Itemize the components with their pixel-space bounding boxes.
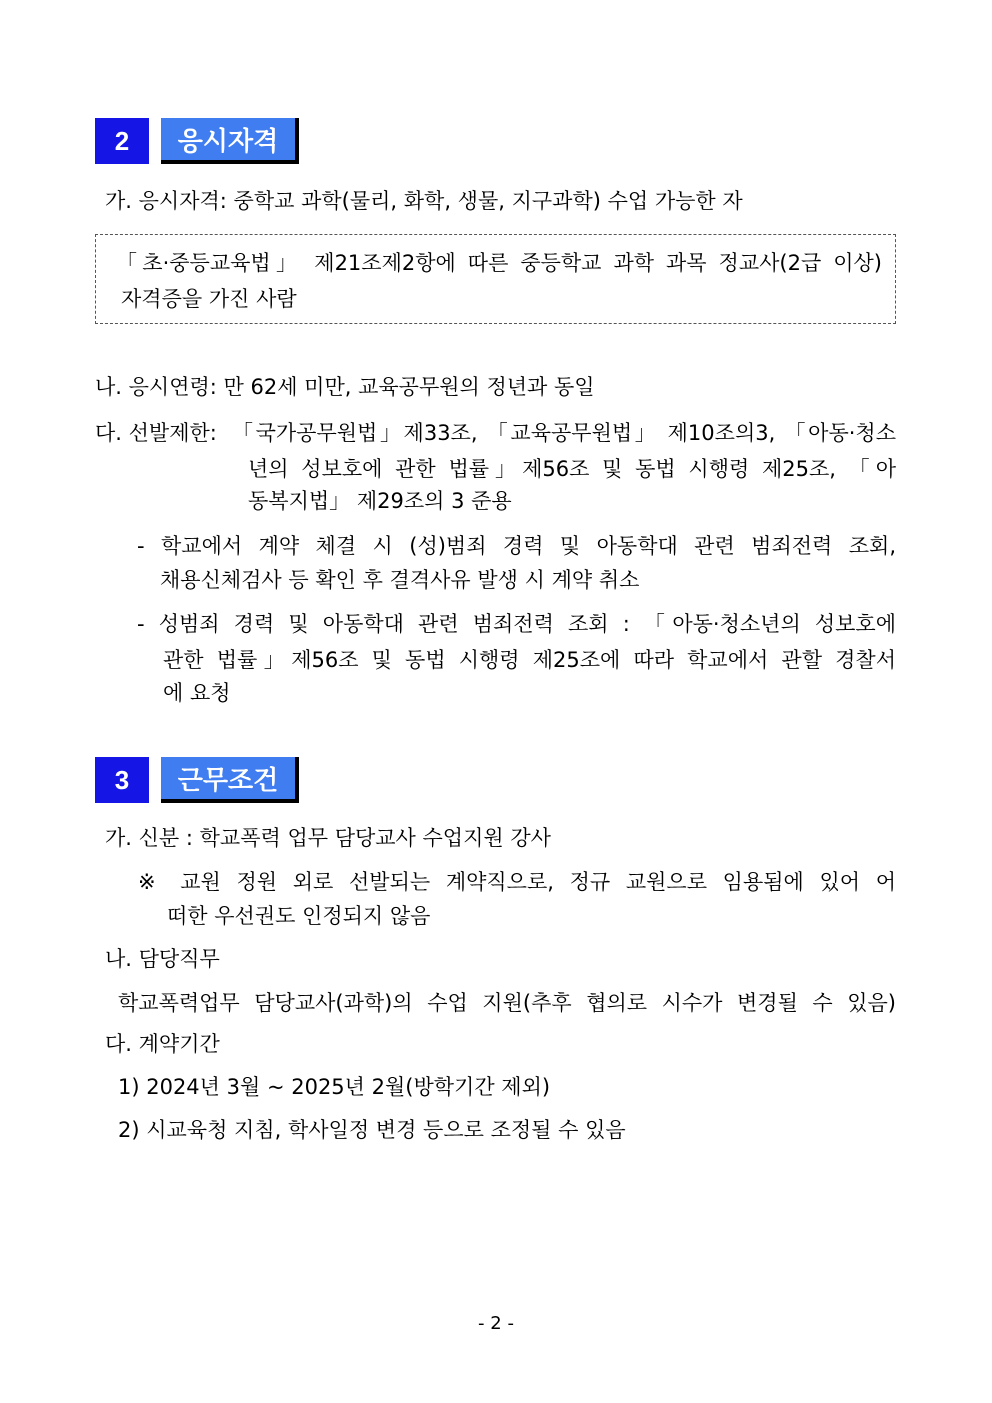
page-number: - 2 -: [478, 1313, 514, 1334]
section-number: 3: [95, 757, 149, 803]
age-item-na: 나. 응시연령: 만 62세 미만, 교육공무원의 정년과 동일: [95, 375, 595, 399]
section-title: 응시자격: [161, 118, 299, 164]
bullet-line: 채용신체검사 등 확인 후 결격사유 발생 시 계약 취소: [160, 568, 640, 592]
note-line: ※ 교원 정원 외로 선발되는 계약직으로, 정규 교원으로 임용됨에 있어 어: [138, 870, 896, 894]
qualification-box-line: 자격증을 가진 사람: [121, 287, 297, 311]
note-line: 떠한 우선권도 인정되지 않음: [167, 904, 431, 928]
qualification-item-ga: 가. 응시자격: 중학교 과학(물리, 화학, 생물, 지구과학) 수업 가능한 자: [105, 189, 743, 213]
period-item-2: 2) 시교육청 지침, 학사일정 변경 등으로 조정될 수 있음: [118, 1118, 626, 1142]
status-item-ga: 가. 신분 : 학교폭력 업무 담당교사 수업지원 강사: [105, 826, 551, 850]
bullet-line: 에 요청: [163, 681, 231, 705]
period-item-da: 다. 계약기간: [105, 1032, 220, 1056]
period-item-1: 1) 2024년 3월 ~ 2025년 2월(방학기간 제외): [118, 1075, 551, 1099]
section-title: 근무조건: [161, 757, 299, 803]
bullet-line: - 성범죄 경력 및 아동학대 관련 범죄전력 조회 : 「아동·청소년의 성보호에: [137, 612, 896, 636]
restriction-line: 동복지법」 제29조의 3 준용: [248, 489, 512, 513]
restriction-line: 년의 성보호에 관한 법률」제56조 및 동법 시행령 제25조, 「아: [248, 457, 896, 481]
section-number: 2: [95, 118, 149, 164]
qualification-box-line: 「초·중등교육법」 제21조제2항에 따른 중등학교 과학 과목 정교사(2급 이상): [116, 251, 882, 275]
bullet-line: - 학교에서 계약 체결 시 (성)범죄 경력 및 아동학대 관련 범죄전력 조회,: [137, 534, 896, 558]
restriction-line: 「국가공무원법」제33조, 「교육공무원법」 제10조의3, 「아동·청소: [232, 421, 896, 445]
duty-item-na: 나. 담당직무: [105, 947, 220, 971]
bullet-line: 관한 법률」제56조 및 동법 시행령 제25조에 따라 학교에서 관할 경찰서: [163, 648, 896, 672]
restriction-label: 다. 선발제한:: [95, 421, 217, 445]
duty-detail: 학교폭력업무 담당교사(과학)의 수업 지원(추후 협의로 시수가 변경될 수 있음): [118, 991, 896, 1015]
